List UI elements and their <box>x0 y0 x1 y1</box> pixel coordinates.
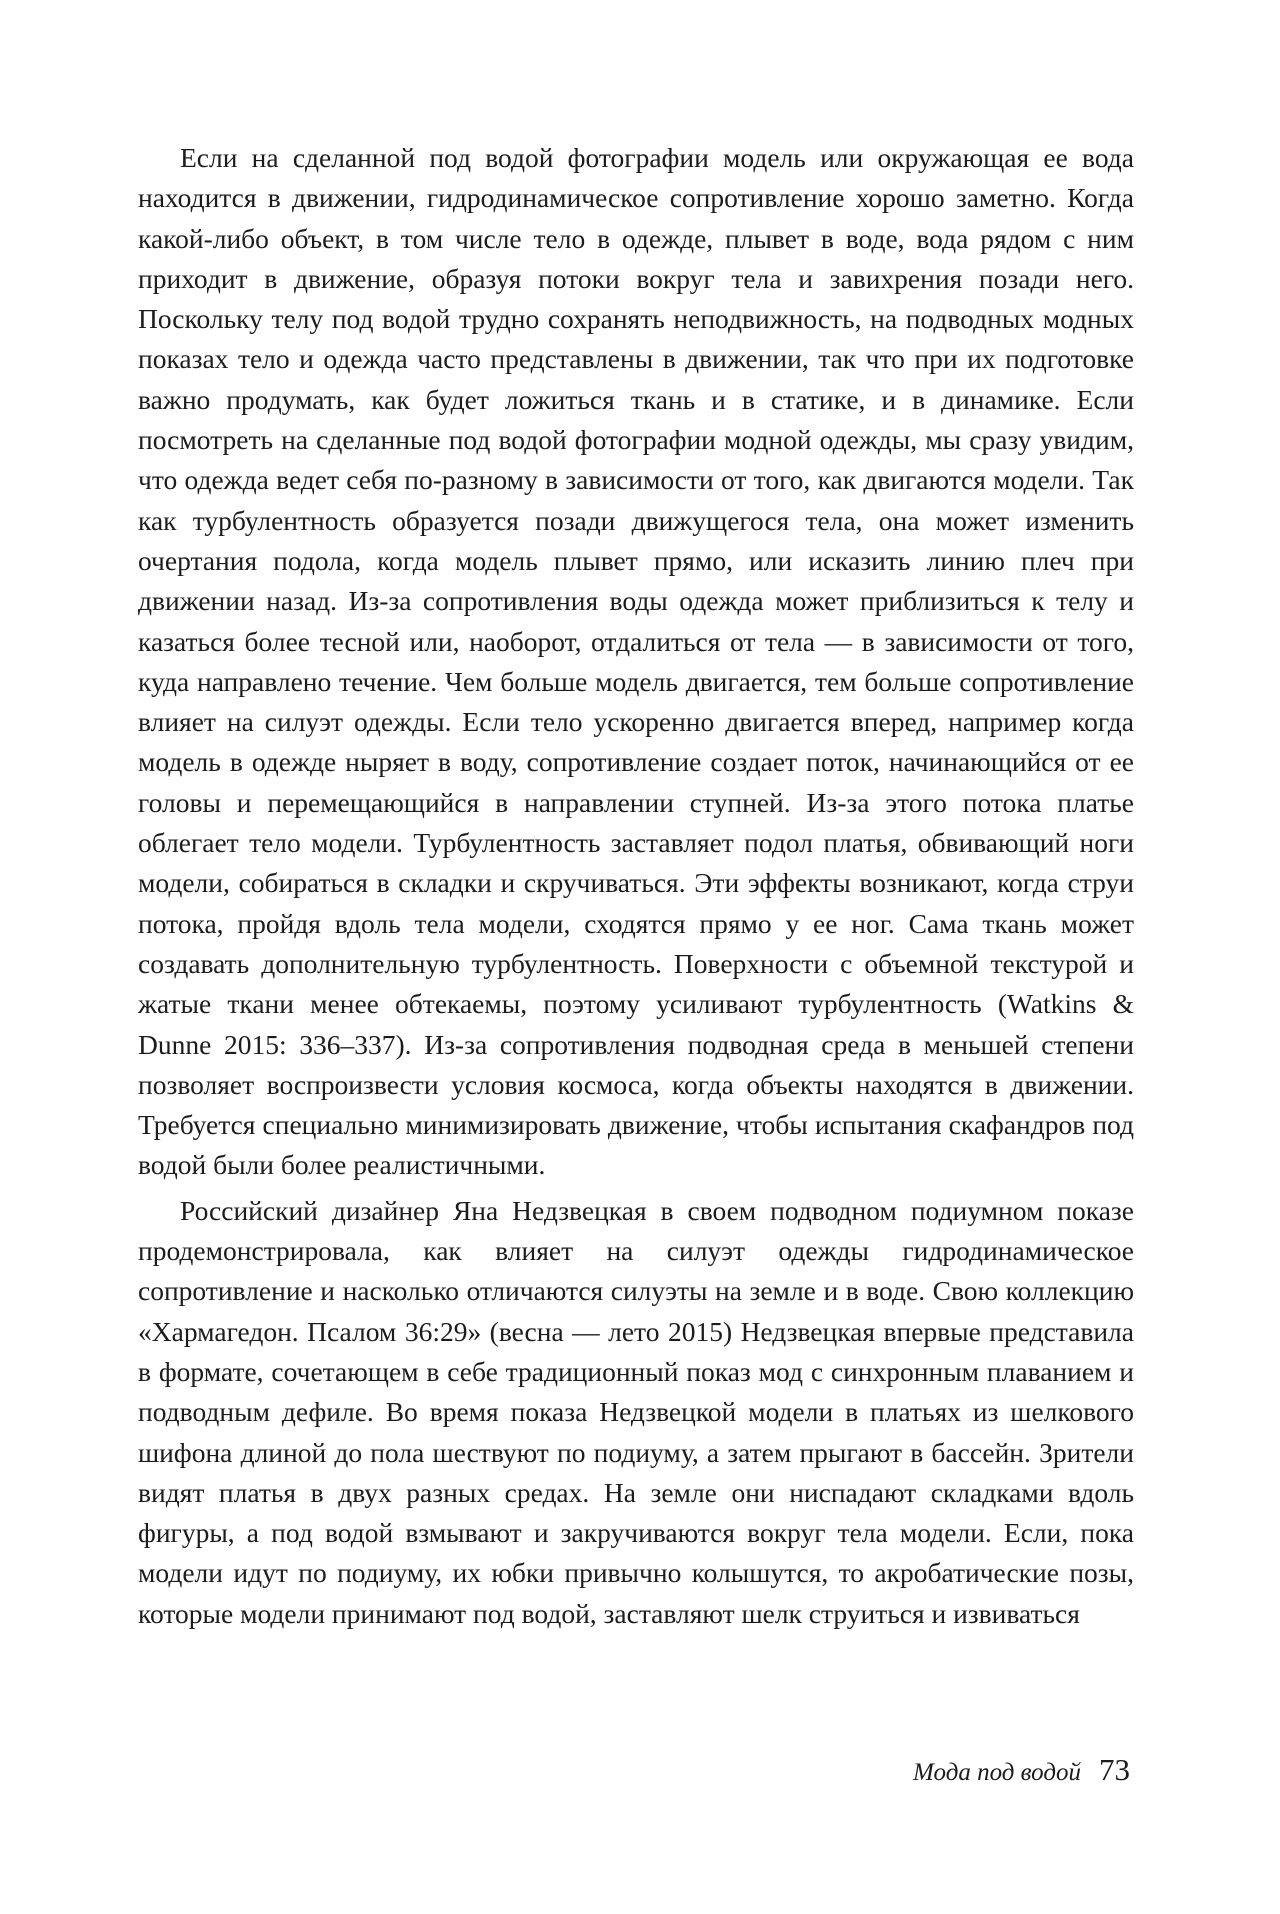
body-text <box>138 138 1134 1639</box>
paragraph-1: Если на сделанной под водой фотографии модель или окружающая ее вода находится в движении, гидродинамическое сопротивление хорошо заметно. Когда какой-либо объект, в том числе тело в одежде, плывет в воде, вода рядом с ним приходит в движение, образуя потоки вокруг тела и завихрения позади него. Поскольку телу под водой трудно сохранять неподвижность, на подводных модных показах тело и одежда часто представлены в движении, так что при их подготовке важно продумать, как будет ложиться ткань и в статике, и в динамике. Если посмотреть на сделанные под водой фотографии модной одежды, мы сразу увидим, что одежда ведет себя по-разному в зависимости от того, как двигаются модели. Так как турбулентность образуется позади движущегося тела, она может изменить очертания подола, когда модель плывет прямо, или исказить линию плеч при движении назад. Из-за сопротивления воды одежда может приблизиться к телу и казаться более тесной или, наоборот, отдалиться от тела — в зависимости от того, куда направлено течение. Чем больше модель двигается, тем больше сопротивление влияет на силуэт одежды. Если тело ускоренно двигается вперед, например когда модель в одежде ныряет в воду, сопротивление создает поток, начинающийся от ее головы и перемещающийся в направлении ступней. Из-за этого потока платье облегает тело модели. Турбулентность заставляет подол платья, обвивающий ноги модели, собираться в складки и скручиваться. Эти эффекты возникают, когда струи потока, пройдя вдоль тела модели, сходятся прямо у ее ног. Сама ткань может создавать дополнительную турбулентность. Поверхности с объемной текстурой и жатые ткани менее обтекаемы, поэтому усиливают турбулентность (Watkins & Dunne 2015: 336–337). Из-за сопротивления подводная среда в меньшей степени позволяет воспроизвести условия космоса, когда объекты находятся в движении. Требуется специально минимизировать движение, чтобы испытания скафандров под водой были более реалистичными. <box>138 142 1134 1181</box>
paragraph-2: Российский дизайнер Яна Недзвецкая в своем подводном подиумном показе продемонстрировала, как влияет на силуэт одежды гидродинамическое сопротивление и насколько отличаются силуэты на земле и в воде. Свою коллекцию «Хармагедон. Псалом 36:29» (весна — лето 2015) Недзвецкая впервые представила в формате, сочетающем в себе традиционный показ мод с синхронным плаванием и подводным дефиле. Во время показа Недзвецкой модели в платьях из шелкового шифона длиной до пола шествуют по подиуму, а затем прыгают в бассейн. Зрители видят платья в двух разных средах. На земле они ниспадают складками вдоль фигуры, а под водой взмывают и закручиваются вокруг тела модели. Если, пока модели идут по подиуму, их юбки привычно колышутся, то акробатические позы, которые модели принимают под водой, заставляют шелк струиться и извиваться <box>138 1194 1134 1629</box>
page-number: 73 <box>1099 1752 1130 1787</box>
page-footer <box>913 1752 1130 1788</box>
running-title: Мода под водой <box>913 1759 1081 1786</box>
